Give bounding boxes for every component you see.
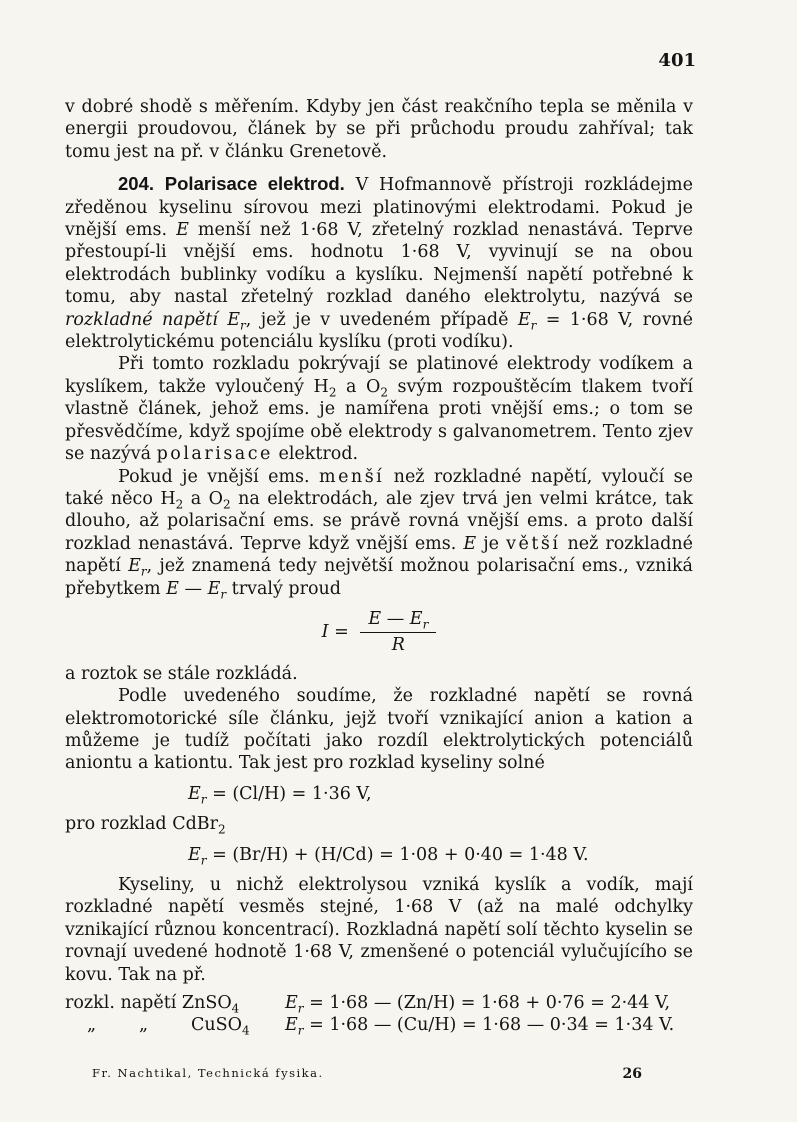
zn-sub: 4 <box>231 1001 240 1016</box>
decomposition-label-cu <box>191 1014 285 1036</box>
cu-label-text: CuSO <box>191 1015 242 1036</box>
section-title: Polarisace elektrod. <box>164 173 345 195</box>
sub-2c: 2 <box>175 497 184 512</box>
sub-2a: 2 <box>328 385 337 400</box>
p2c: jež je v uvedeném případě <box>251 309 518 330</box>
formula-cdbr-E: E <box>188 844 201 865</box>
formula-hcl-E: E <box>188 783 201 804</box>
p2d: = 1·68 V, rovné elektrolytickému potenciálu kyslíku (proti vodíku). <box>65 309 693 353</box>
symbol-Er2-sub: r <box>530 318 537 333</box>
p3b: a O <box>336 376 381 397</box>
decomposition-formula-cu <box>285 1014 693 1036</box>
current-formula <box>65 608 693 657</box>
sub-2b: 2 <box>380 385 388 400</box>
paragraph-1 <box>65 96 693 163</box>
symbol-Er2-E: E <box>517 309 531 330</box>
p4g: , jež znamená tedy největší možnou polarisační ems., vzniká přebytkem <box>65 556 693 599</box>
p3d: elektrod. <box>272 444 359 465</box>
cu-E: E <box>285 1015 298 1036</box>
symbol-Er-comma: , <box>245 309 252 330</box>
footer-signature: 26 <box>622 1066 642 1082</box>
page-footer <box>92 1066 642 1082</box>
sub-2d: 2 <box>222 497 231 512</box>
formula-cdbr <box>65 844 693 866</box>
formula-cdbr-sub: r <box>200 853 207 868</box>
page-number: 401 <box>658 50 696 71</box>
current-formula-lhs: I = <box>321 621 349 642</box>
ditto-mark-1: „ <box>87 1015 97 1036</box>
section-number: 204. <box>118 173 155 195</box>
cu-formula-text: = 1·68 — (Cu/H) = 1·68 — 0·34 = 1·34 V. <box>303 1015 675 1036</box>
zn-E-sub: r <box>297 1001 304 1016</box>
p2a: V Hofmannově přístroji rozkládejme zředěnou kyselinu sírovou mezi platinovými elektrodami. Pokud je vnější ems. <box>65 175 693 241</box>
symbol-E-2: E <box>463 533 477 554</box>
current-formula-denominator: R <box>391 635 405 656</box>
decomposition-row-cu <box>65 1014 693 1036</box>
current-formula-fraction <box>360 608 436 657</box>
symbol-Er-sub: r <box>240 318 246 333</box>
p1-text: v dobré shodě s měřením. Kdyby jen část reakčního tepla se měnila v energii proudovou, článek by se při průchodu proudu zahříval; tak tomu jest na př. v článku Grenetově. <box>65 97 693 162</box>
p2b: menší než 1·68 V, zřetelný rozklad nenastává. Teprve přestoupí-li vnější ems. hodnotu 1·68 V, vyvinují se na obou elektrodách bublinky vodíku a kyslíku. Nejmenší napětí potřebné k tomu, aby nastal zřetelný rozklad daného elektrolytu, nazývá se <box>65 220 693 308</box>
formula-hcl-rest: = (Cl/H) = 1·36 V, <box>206 783 372 804</box>
paragraph-section-204 <box>65 173 693 353</box>
formula-cdbr-rest: = (Br/H) + (H/Cd) = 1·08 + 0·40 = 1·48 V. <box>206 844 589 865</box>
ditto-mark-2: „ <box>139 1015 149 1036</box>
p8-text: Kyseliny, u nichž elektrolysou vzniká kyslík a vodík, mají rozkladné napětí vesměs stejné, 1·68 V (až na malé odchylky vznikající různou koncentrací). Rozkladná napětí solí těchto kyselin se rovnají uvedené hodnotě 1·68 V, zmenšené o potenciál vylučujícího se kovu. Tak na př. <box>65 875 693 985</box>
symbol-Er3-E: E <box>128 556 141 577</box>
p4-spaced-2: větší <box>506 533 561 554</box>
p7-sub: 2 <box>218 822 226 837</box>
formula-diff-sub: r <box>220 587 227 602</box>
paragraph-7 <box>65 813 693 835</box>
decomposition-row-zn <box>65 992 693 1014</box>
formula-hcl-sub: r <box>200 792 207 807</box>
zn-formula-text: = 1·68 — (Zn/H) = 1·68 + 0·76 = 2·44 V, <box>303 993 671 1014</box>
p4e: je <box>476 533 507 554</box>
paragraph-4 <box>65 466 693 600</box>
symbol-Er-E: E <box>227 309 240 330</box>
footer-author: Fr. Nachtikal, Technická fysika. <box>92 1066 324 1080</box>
symbol-E: E <box>176 220 189 241</box>
current-num-text: E — E <box>368 608 423 629</box>
decomposition-formula-zn <box>285 992 693 1014</box>
cu-E-sub: r <box>297 1023 304 1038</box>
p4c: a O <box>183 488 223 509</box>
p6-text: Podle uvedeného soudíme, že rozkladné napětí se rovná elektromotorické síle článku, jejž tvoří vznikající anion a kation a můžeme je tudíž počítati jako rozdíl elektrolytických potenciálů aniontu a kationtu. Tak jest pro rozklad kyseliny solné <box>65 686 693 774</box>
decomposition-label-zn <box>65 992 285 1014</box>
formula-diff <box>166 578 227 602</box>
cu-sub: 4 <box>242 1023 250 1038</box>
paragraph-3 <box>65 353 693 465</box>
symbol-Er <box>227 309 246 333</box>
p4a: Pokud je vnější ems. <box>118 466 319 487</box>
p2-emphasis: rozkladné napětí <box>65 309 218 330</box>
body-text <box>65 96 693 1037</box>
p4-spaced: menší <box>318 466 385 487</box>
current-formula-numerator <box>360 608 436 633</box>
p3c: svým rozpouštěcím tlakem tvoří vlastně článek, jehož ems. je namířena proti vnější ems.; o tom se přesvědčíme, když spojíme obě elektrody s galvanometrem. Tento zjev se nazývá <box>65 376 694 465</box>
p4h: trvalý proud <box>226 578 342 599</box>
p4d: na elektrodách, ale zjev trvá jen velmi krátce, tak dlouho, až polarisační ems. se právě rovná vnější ems. a proto další rozklad nenastává. Teprve když vnější ems. <box>65 488 694 554</box>
p3a: Při tomto rozkladu pokrývají se platinové elektrody vodíkem a kyslíkem, takže vyloučený H <box>65 354 693 397</box>
symbol-Er-3 <box>128 556 147 579</box>
paragraph-6 <box>65 685 693 775</box>
current-num-sub: r <box>422 617 429 632</box>
zn-label-text: rozkl. napětí ZnSO <box>65 993 232 1014</box>
p4f: než rozkladné napětí <box>65 533 693 577</box>
p7-text: pro rozklad CdBr <box>65 814 219 835</box>
formula-diff-text: E — E <box>166 578 221 599</box>
symbol-Er3-sub: r <box>140 564 147 579</box>
p5-text: a roztok se stále rozkládá. <box>65 663 298 684</box>
zn-E: E <box>285 993 298 1014</box>
symbol-Er-2 <box>517 309 537 333</box>
p4b: než rozkladné napětí, vyloučí se také něco H <box>65 466 693 509</box>
p3-spaced: polarisace <box>156 444 273 465</box>
paragraph-5 <box>65 663 693 685</box>
paragraph-8 <box>65 874 693 986</box>
formula-hcl <box>65 783 693 805</box>
